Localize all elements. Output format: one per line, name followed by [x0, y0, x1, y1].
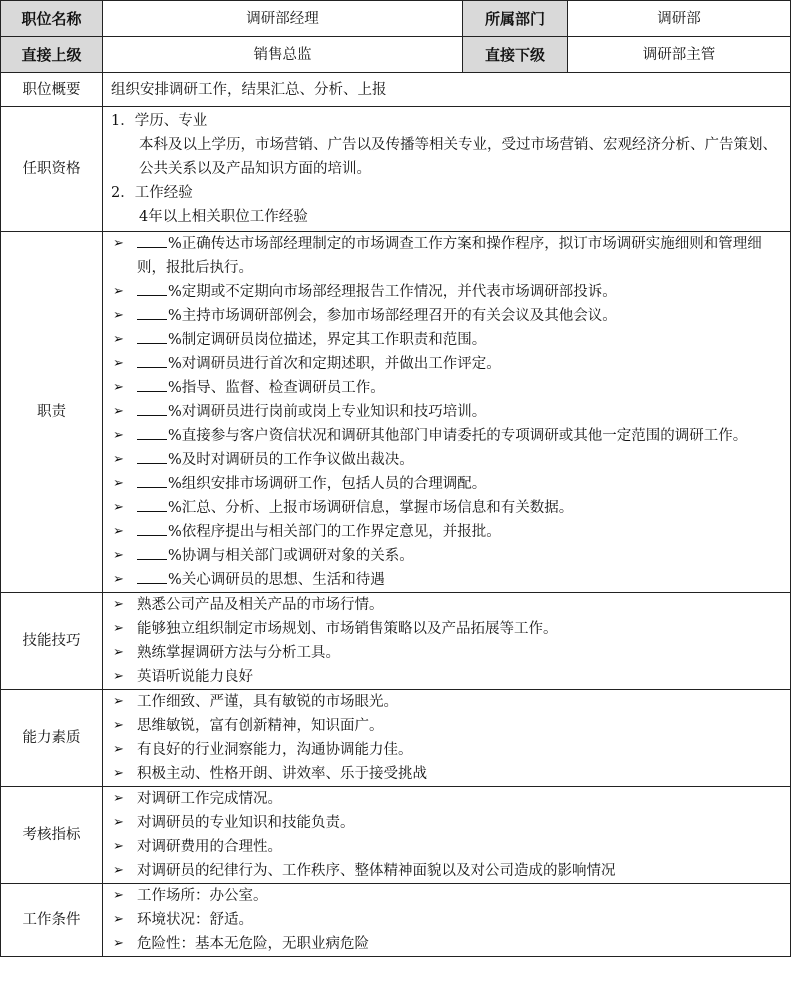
kpis-item	[111, 835, 782, 859]
conditions-item-text: 工作场所：办公室。	[137, 888, 268, 904]
skills-item	[111, 641, 782, 665]
overview-text: 组织安排调研工作，结果汇总、分析、上报	[103, 73, 791, 107]
arrow-bullet-icon: ➢	[113, 332, 124, 347]
position-name-value: 调研部经理	[103, 1, 463, 37]
arrow-bullet-icon: ➢	[113, 356, 124, 371]
duties-item-text: %依程序提出与相关部门的工作界定意见，并报批。	[168, 524, 501, 540]
abilities-item	[111, 690, 782, 714]
qualifications-label: 任职资格	[1, 107, 103, 232]
duties-item-text: %指导、监督、检查调研员工作。	[168, 380, 385, 396]
kpis-row	[1, 787, 791, 884]
conditions-item-text: 危险性：基本无危险，无职业病危险	[137, 936, 369, 952]
duties-item-text: %制定调研员岗位描述，界定其工作职责和范围。	[168, 332, 487, 348]
qualifications-row	[1, 107, 791, 232]
duties-item	[111, 496, 782, 520]
qualification-education-detail: 本科及以上学历，市场营销、广告以及传播等相关专业，受过市场营销、宏观经济分析、广告策划、公共关系以及产品知识方面的培训。	[139, 137, 777, 177]
skills-item-text: 熟练掌握调研方法与分析工具。	[137, 645, 340, 661]
duties-item	[111, 232, 782, 280]
abilities-row	[1, 690, 791, 787]
arrow-bullet-icon: ➢	[113, 308, 124, 323]
conditions-item-text: 环境状况：舒适。	[137, 912, 253, 928]
duties-item	[111, 280, 782, 304]
duties-item	[111, 424, 782, 448]
kpis-label: 考核指标	[1, 787, 103, 884]
arrow-bullet-icon: ➢	[113, 524, 124, 539]
header-row-2	[1, 37, 791, 73]
percentage-blank	[137, 448, 167, 464]
percentage-blank	[137, 424, 167, 440]
superior-value: 销售总监	[103, 37, 463, 73]
arrow-bullet-icon: ➢	[113, 718, 124, 733]
overview-row	[1, 73, 791, 107]
duties-item-text: %对调研员进行岗前或岗上专业知识和技巧培训。	[168, 404, 487, 420]
kpis-item-text: 对调研费用的合理性。	[137, 839, 282, 855]
kpis-item	[111, 859, 782, 883]
skills-item	[111, 665, 782, 689]
duties-item-text: %关心调研员的思想、生活和待遇	[168, 572, 385, 588]
conditions-content	[103, 884, 791, 957]
abilities-item-text: 思维敏锐，富有创新精神，知识面广。	[137, 718, 384, 734]
skills-item	[111, 593, 782, 617]
duties-item	[111, 400, 782, 424]
arrow-bullet-icon: ➢	[113, 380, 124, 395]
position-name-label: 职位名称	[1, 1, 103, 37]
department-label: 所属部门	[463, 1, 568, 37]
qualification-experience-detail: 4年以上相关职位工作经验	[139, 209, 308, 225]
abilities-item-text: 积极主动、性格开朗、讲效率、乐于接受挑战	[137, 766, 427, 782]
skills-list	[111, 593, 782, 689]
arrow-bullet-icon: ➢	[113, 597, 124, 612]
percentage-blank	[137, 544, 167, 560]
duties-item-text: %直接参与客户资信状况和调研其他部门申请委托的专项调研或其他一定范围的调研工作。	[168, 428, 748, 444]
percentage-blank	[137, 472, 167, 488]
qualification-education-heading: 1．学历、专业	[111, 113, 208, 129]
arrow-bullet-icon: ➢	[113, 863, 124, 878]
skills-item-text: 英语听说能力良好	[137, 669, 253, 685]
arrow-bullet-icon: ➢	[113, 500, 124, 515]
duties-item	[111, 544, 782, 568]
abilities-item	[111, 738, 782, 762]
abilities-list	[111, 690, 782, 786]
duties-item	[111, 472, 782, 496]
arrow-bullet-icon: ➢	[113, 452, 124, 467]
duties-item	[111, 448, 782, 472]
kpis-content	[103, 787, 791, 884]
arrow-bullet-icon: ➢	[113, 548, 124, 563]
abilities-content	[103, 690, 791, 787]
skills-item-text: 熟悉公司产品及相关产品的市场行情。	[137, 597, 384, 613]
arrow-bullet-icon: ➢	[113, 621, 124, 636]
superior-label: 直接上级	[1, 37, 103, 73]
qualification-experience-heading: 2．工作经验	[111, 185, 193, 201]
percentage-blank	[137, 520, 167, 536]
abilities-label: 能力素质	[1, 690, 103, 787]
percentage-blank	[137, 352, 167, 368]
percentage-blank	[137, 232, 167, 248]
header-row-1	[1, 1, 791, 37]
arrow-bullet-icon: ➢	[113, 912, 124, 927]
duties-row	[1, 232, 791, 593]
duties-item	[111, 568, 782, 592]
skills-label: 技能技巧	[1, 593, 103, 690]
duties-item-text: %主持市场调研部例会，参加市场部经理召开的有关会议及其他会议。	[168, 308, 617, 324]
arrow-bullet-icon: ➢	[113, 572, 124, 587]
duties-item-text: %及时对调研员的工作争议做出裁决。	[168, 452, 414, 468]
arrow-bullet-icon: ➢	[113, 742, 124, 757]
skills-item	[111, 617, 782, 641]
kpis-item-text: 对调研工作完成情况。	[137, 791, 282, 807]
duties-item-text: %对调研员进行首次和定期述职，并做出工作评定。	[168, 356, 501, 372]
department-value: 调研部	[568, 1, 791, 37]
arrow-bullet-icon: ➢	[113, 815, 124, 830]
abilities-item	[111, 714, 782, 738]
arrow-bullet-icon: ➢	[113, 839, 124, 854]
arrow-bullet-icon: ➢	[113, 284, 124, 299]
duties-item	[111, 520, 782, 544]
percentage-blank	[137, 496, 167, 512]
duties-item-text: %正确传达市场部经理制定的市场调查工作方案和操作程序，拟订市场调研实施细则和管理细则，报批后执行。	[137, 236, 762, 276]
kpis-list	[111, 787, 782, 883]
arrow-bullet-icon: ➢	[113, 694, 124, 709]
arrow-bullet-icon: ➢	[113, 476, 124, 491]
overview-label: 职位概要	[1, 73, 103, 107]
duties-label: 职责	[1, 232, 103, 593]
kpis-item	[111, 811, 782, 835]
duties-item-text: %汇总、分析、上报市场调研信息，掌握市场信息和有关数据。	[168, 500, 574, 516]
subordinate-label: 直接下级	[463, 37, 568, 73]
duties-item	[111, 376, 782, 400]
qualifications-content	[103, 107, 791, 232]
conditions-label: 工作条件	[1, 884, 103, 957]
conditions-item	[111, 932, 782, 956]
skills-item-text: 能够独立组织制定市场规划、市场销售策略以及产品拓展等工作。	[137, 621, 558, 637]
conditions-row	[1, 884, 791, 957]
duties-item-text: %协调与相关部门或调研对象的关系。	[168, 548, 414, 564]
skills-content	[103, 593, 791, 690]
skills-row	[1, 593, 791, 690]
abilities-item-text: 工作细致、严谨，具有敏锐的市场眼光。	[137, 694, 398, 710]
arrow-bullet-icon: ➢	[113, 645, 124, 660]
arrow-bullet-icon: ➢	[113, 791, 124, 806]
percentage-blank	[137, 328, 167, 344]
duties-item-text: %组织安排市场调研工作，包括人员的合理调配。	[168, 476, 487, 492]
arrow-bullet-icon: ➢	[113, 936, 124, 951]
arrow-bullet-icon: ➢	[113, 669, 124, 684]
kpis-item-text: 对调研员的专业知识和技能负责。	[137, 815, 355, 831]
arrow-bullet-icon: ➢	[113, 428, 124, 443]
percentage-blank	[137, 568, 167, 584]
duties-content	[103, 232, 791, 593]
arrow-bullet-icon: ➢	[113, 236, 124, 251]
percentage-blank	[137, 304, 167, 320]
duties-item	[111, 328, 782, 352]
conditions-item	[111, 908, 782, 932]
conditions-item	[111, 884, 782, 908]
duties-list	[111, 232, 782, 592]
arrow-bullet-icon: ➢	[113, 766, 124, 781]
percentage-blank	[137, 280, 167, 296]
percentage-blank	[137, 400, 167, 416]
conditions-list	[111, 884, 782, 956]
arrow-bullet-icon: ➢	[113, 888, 124, 903]
arrow-bullet-icon: ➢	[113, 404, 124, 419]
percentage-blank	[137, 376, 167, 392]
subordinate-value: 调研部主管	[568, 37, 791, 73]
kpis-item-text: 对调研员的纪律行为、工作秩序、整体精神面貌以及对公司造成的影响情况	[137, 863, 616, 879]
abilities-item	[111, 762, 782, 786]
duties-item	[111, 352, 782, 376]
kpis-item	[111, 787, 782, 811]
duties-item-text: %定期或不定期向市场部经理报告工作情况，并代表市场调研部投诉。	[168, 284, 617, 300]
abilities-item-text: 有良好的行业洞察能力，沟通协调能力佳。	[137, 742, 413, 758]
duties-item	[111, 304, 782, 328]
